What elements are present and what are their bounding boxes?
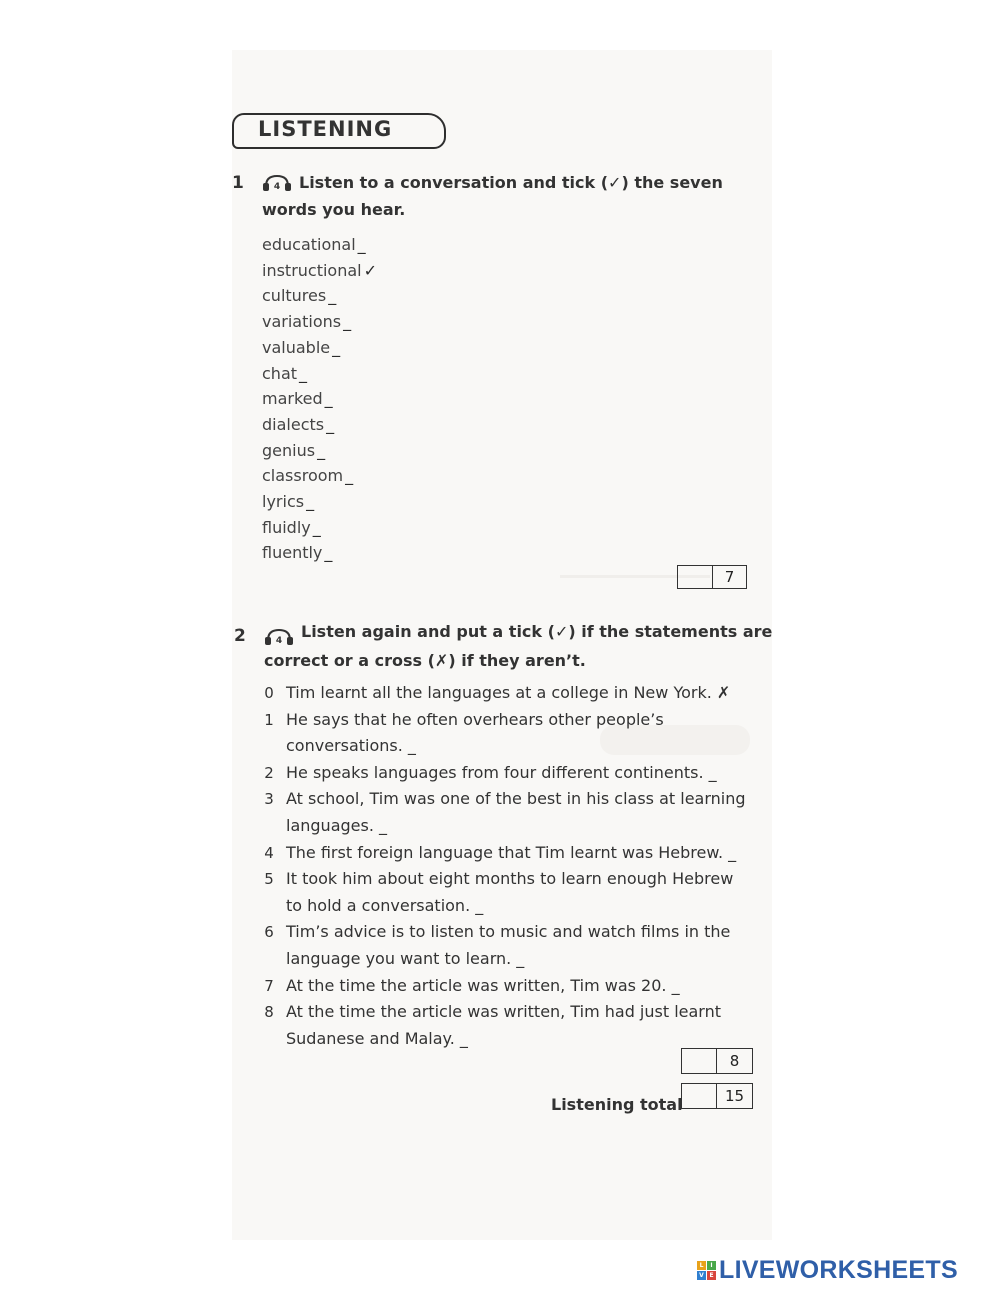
statement-number: 0 — [264, 684, 274, 702]
word-option-text: variations — [262, 312, 342, 332]
word-option — [262, 232, 368, 258]
tick-answer-slot[interactable]: _ — [345, 466, 354, 486]
score-total: 15 — [724, 1087, 745, 1105]
statement-number: 5 — [264, 870, 274, 889]
question-1-score-box — [677, 565, 747, 589]
statement-number: 2 — [264, 763, 274, 782]
word-option — [262, 283, 338, 309]
word-option-text: lyrics — [262, 492, 305, 511]
question-2-number: 2 — [234, 626, 246, 646]
tick-answer-slot[interactable]: _ — [306, 492, 315, 511]
logo-icon-tile: L — [697, 1261, 706, 1270]
score-entry-blank[interactable] — [682, 1084, 717, 1108]
word-option-text: fluently — [262, 543, 323, 563]
liveworksheets-logo-icon — [697, 1261, 716, 1280]
liveworksheets-logo — [697, 1255, 958, 1285]
listening-total-score-box — [681, 1083, 753, 1109]
word-option-text: instructional — [262, 260, 362, 280]
logo-icon-tile: V — [697, 1271, 706, 1280]
word-option — [262, 335, 342, 361]
word-option — [262, 438, 327, 464]
statement-number: 6 — [264, 923, 274, 942]
statement-text: to hold a conversation. _ — [286, 895, 484, 915]
audio-track-number: 4 — [273, 182, 281, 191]
statement-text: At school, Tim was one of the best in his class at learning — [286, 789, 746, 809]
statement-number: 4 — [264, 843, 274, 862]
logo-icon-tile: I — [707, 1261, 716, 1270]
statement-text: languages. _ — [286, 816, 387, 835]
word-option — [262, 412, 336, 438]
question-1-number: 1 — [232, 173, 244, 193]
tick-answer-slot[interactable]: _ — [324, 389, 333, 409]
word-option-text: chat — [262, 363, 298, 383]
tick-answer-slot[interactable]: _ — [357, 235, 366, 254]
statement-text: He speaks languages from four different continents. _ — [286, 762, 717, 782]
score-entry-blank[interactable] — [682, 1049, 717, 1073]
word-option-text: fluidly — [262, 517, 311, 537]
audio-track-number: 4 — [275, 636, 283, 645]
tick-answer-slot[interactable]: ✓ — [363, 260, 378, 280]
statement-number: 3 — [264, 790, 274, 809]
score-entry-blank[interactable] — [678, 566, 713, 588]
tick-answer-slot[interactable]: _ — [312, 517, 321, 537]
statement-text: The first foreign language that Tim learnt was Hebrew. _ — [286, 842, 737, 862]
word-option-text: classroom — [262, 466, 344, 486]
statement-text: Tim’s advice is to listen to music and watch films in the — [286, 922, 731, 942]
word-option-text: marked — [262, 389, 323, 409]
tick-answer-slot[interactable]: _ — [343, 312, 352, 332]
liveworksheets-logo-text: LIVEWORKSHEETS — [719, 1255, 958, 1284]
tick-answer-slot[interactable]: _ — [317, 440, 326, 460]
listening-total-label: Listening total — [551, 1095, 683, 1114]
tick-answer-slot[interactable]: _ — [299, 363, 308, 383]
tick-answer-slot[interactable]: _ — [332, 337, 341, 357]
score-total: 8 — [729, 1052, 740, 1070]
tick-answer-slot[interactable]: _ — [328, 286, 337, 306]
statement-text: Sudanese and Malay. _ — [286, 1028, 468, 1048]
statement-number: 7 — [264, 976, 274, 995]
score-total: 7 — [724, 568, 735, 586]
statement-text: language you want to learn. _ — [286, 949, 525, 968]
question-1-instruction-line-2: words you hear. — [262, 200, 406, 219]
section-title: LISTENING — [258, 117, 393, 141]
statement-number: 8 — [264, 1003, 274, 1022]
statement-text: conversations. _ — [286, 736, 416, 756]
word-option — [262, 258, 377, 284]
logo-icon-tile: E — [707, 1271, 716, 1280]
word-option — [262, 515, 323, 541]
word-option — [262, 489, 316, 515]
word-option — [262, 309, 353, 335]
audio-track-icon[interactable] — [262, 173, 292, 191]
word-option-text: dialects — [262, 414, 325, 434]
statement-text: Tim learnt all the languages at a college in New York. ✗ — [286, 683, 731, 702]
statement-number: 1 — [264, 710, 274, 729]
statement-text: It took him about eight months to learn enough Hebrew — [286, 869, 734, 889]
word-option-text: valuable — [262, 337, 331, 357]
statement-text: He says that he often overhears other people’s — [286, 709, 664, 729]
word-option-text: educational — [262, 235, 356, 254]
statement-text: At the time the article was written, Tim had just learnt — [286, 1002, 722, 1022]
question-2-instruction-line-1: Listen again and put a tick (✓) if the statements are — [301, 622, 773, 641]
word-option — [262, 386, 335, 412]
word-option — [262, 361, 309, 387]
tick-answer-slot[interactable]: _ — [324, 543, 333, 563]
question-1-instruction-line-1: Listen to a conversation and tick (✓) the seven — [299, 173, 723, 192]
word-option — [262, 540, 334, 566]
statement-text: At the time the article was written, Tim was 20. _ — [286, 975, 680, 995]
question-2-score-box — [681, 1048, 753, 1074]
word-option-text: cultures — [262, 286, 327, 306]
word-option — [262, 463, 355, 489]
audio-track-icon[interactable] — [264, 627, 294, 645]
word-option-text: genius — [262, 440, 316, 460]
question-2-instruction-line-2: correct or a cross (✗) if they aren’t. — [264, 651, 586, 670]
tick-answer-slot[interactable]: _ — [326, 414, 335, 434]
